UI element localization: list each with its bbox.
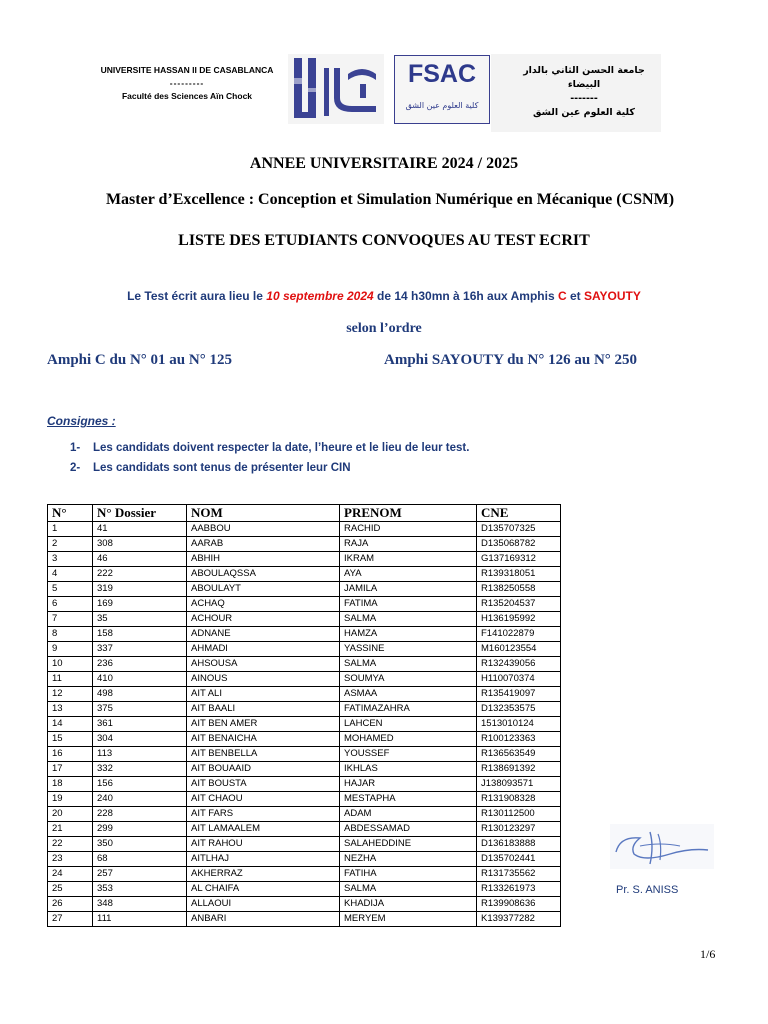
cell-cne: D135068782 <box>477 537 561 552</box>
cell-dossier: 308 <box>93 537 187 552</box>
cell-prenom: SALMA <box>340 612 477 627</box>
cell-nom: AHSOUSA <box>187 657 340 672</box>
cell-cne: R133261973 <box>477 882 561 897</box>
cell-number: 17 <box>48 762 93 777</box>
cell-prenom: YASSINE <box>340 642 477 657</box>
cell-dossier: 158 <box>93 627 187 642</box>
table-row <box>48 717 561 732</box>
university-name: UNIVERSITE HASSAN II DE CASABLANCA <box>100 65 274 75</box>
cell-prenom: IKRAM <box>340 552 477 567</box>
cell-prenom: MERYEM <box>340 912 477 927</box>
cell-cne: H110070374 <box>477 672 561 687</box>
test-info-text: Le Test écrit aura lieu le <box>127 289 267 303</box>
cell-cne: R139318051 <box>477 567 561 582</box>
cell-dossier: 257 <box>93 867 187 882</box>
cell-prenom: HAJAR <box>340 777 477 792</box>
cell-cne: G137169312 <box>477 552 561 567</box>
table-row <box>48 897 561 912</box>
cell-number: 20 <box>48 807 93 822</box>
cell-number: 7 <box>48 612 93 627</box>
fsac-logo-text: FSAC <box>407 60 477 88</box>
cell-prenom: HAMZA <box>340 627 477 642</box>
cell-dossier: 156 <box>93 777 187 792</box>
cell-number: 1 <box>48 522 93 537</box>
table-row <box>48 807 561 822</box>
cell-prenom: SOUMYA <box>340 672 477 687</box>
cell-number: 16 <box>48 747 93 762</box>
cell-nom: ABOULAQSSA <box>187 567 340 582</box>
table-row <box>48 837 561 852</box>
table-row <box>48 567 561 582</box>
cell-nom: ADNANE <box>187 627 340 642</box>
cell-nom: AL CHAIFA <box>187 882 340 897</box>
cell-dossier: 353 <box>93 882 187 897</box>
cell-prenom: IKHLAS <box>340 762 477 777</box>
cell-dossier: 41 <box>93 522 187 537</box>
instruction-item <box>70 462 351 474</box>
list-title: LISTE DES ETUDIANTS CONVOQUES AU TEST ECRIT <box>178 232 590 249</box>
cell-number: 24 <box>48 867 93 882</box>
cell-dossier: 410 <box>93 672 187 687</box>
cell-number: 5 <box>48 582 93 597</box>
cell-dossier: 236 <box>93 657 187 672</box>
instruction-number: 1- <box>70 442 81 454</box>
header-separator-ar: ------- <box>570 93 598 104</box>
header-cne: CNE <box>477 505 561 522</box>
cell-number: 23 <box>48 852 93 867</box>
cell-cne: R130112500 <box>477 807 561 822</box>
amphi-sayouty-label: SAYOUTY <box>583 289 641 303</box>
cell-nom: AIT BENBELLA <box>187 747 340 762</box>
cell-nom: ABHIH <box>187 552 340 567</box>
fsac-logo <box>394 55 490 124</box>
cell-dossier: 35 <box>93 612 187 627</box>
university-name-ar: جامعة الحسن الثاني بالدار البيضاء <box>523 65 645 90</box>
cell-dossier: 350 <box>93 837 187 852</box>
cell-number: 13 <box>48 702 93 717</box>
amphi-sayouty-range: Amphi SAYOUTY du N° 126 au N° 250 <box>384 352 638 368</box>
university-header-fr <box>96 64 278 103</box>
table-row <box>48 597 561 612</box>
cell-number: 26 <box>48 897 93 912</box>
cell-cne: R135204537 <box>477 597 561 612</box>
cell-prenom: RAJA <box>340 537 477 552</box>
cell-nom: AITLHAJ <box>187 852 340 867</box>
university-logo-icon <box>288 54 384 124</box>
header-number: N° <box>48 505 93 522</box>
cell-prenom: MESTAPHA <box>340 792 477 807</box>
fsac-logo-arabic: كلية العلوم عين الشق <box>405 101 479 110</box>
cell-cne: D135702441 <box>477 852 561 867</box>
cell-number: 3 <box>48 552 93 567</box>
cell-number: 27 <box>48 912 93 927</box>
cell-nom: ABOULAYT <box>187 582 340 597</box>
cell-prenom: MOHAMED <box>340 732 477 747</box>
table-row <box>48 687 561 702</box>
faculty-name-ar: كلية العلوم عين الشق <box>533 107 635 118</box>
table-row <box>48 852 561 867</box>
cell-nom: AIT FARS <box>187 807 340 822</box>
table-row <box>48 867 561 882</box>
header-nom: NOM <box>187 505 340 522</box>
cell-nom: AIT BENAICHA <box>187 732 340 747</box>
cell-prenom: ABDESSAMAD <box>340 822 477 837</box>
cell-cne: R131908328 <box>477 792 561 807</box>
cell-prenom: SALMA <box>340 657 477 672</box>
cell-cne: 1513010124 <box>477 717 561 732</box>
academic-year-title: ANNEE UNIVERSITAIRE 2024 / 2025 <box>249 155 519 172</box>
cell-dossier: 375 <box>93 702 187 717</box>
table-row <box>48 777 561 792</box>
amphi-c-range: Amphi C du N° 01 au N° 125 <box>47 352 232 368</box>
cell-number: 15 <box>48 732 93 747</box>
cell-cne: R100123363 <box>477 732 561 747</box>
cell-number: 12 <box>48 687 93 702</box>
signature-icon <box>610 824 714 869</box>
instruction-item <box>70 442 469 454</box>
cell-prenom: KHADIJA <box>340 897 477 912</box>
cell-cne: D135707325 <box>477 522 561 537</box>
cell-number: 14 <box>48 717 93 732</box>
cell-prenom: NEZHA <box>340 852 477 867</box>
header-dossier: N° Dossier <box>93 505 187 522</box>
cell-nom: AIT BOUSTA <box>187 777 340 792</box>
instruction-text: Les candidats doivent respecter la date, l’heure et le lieu de leur test. <box>93 442 470 454</box>
table-row <box>48 912 561 927</box>
table-row <box>48 732 561 747</box>
table-row <box>48 882 561 897</box>
cell-nom: AIT RAHOU <box>187 837 340 852</box>
cell-number: 11 <box>48 672 93 687</box>
cell-prenom: FATIMA <box>340 597 477 612</box>
cell-dossier: 240 <box>93 792 187 807</box>
cell-number: 4 <box>48 567 93 582</box>
table-row <box>48 627 561 642</box>
signatory-name: Pr. S. ANISS <box>616 884 679 896</box>
cell-number: 10 <box>48 657 93 672</box>
table-row <box>48 522 561 537</box>
table-row <box>48 762 561 777</box>
cell-dossier: 498 <box>93 687 187 702</box>
cell-dossier: 222 <box>93 567 187 582</box>
cell-dossier: 46 <box>93 552 187 567</box>
cell-nom: ANBARI <box>187 912 340 927</box>
cell-number: 25 <box>48 882 93 897</box>
table-header-row <box>48 505 561 522</box>
cell-prenom: ASMAA <box>340 687 477 702</box>
test-time: de 14 h30mn à 16h aux Amphis <box>373 289 558 303</box>
conjunction: et <box>566 289 584 303</box>
cell-prenom: JAMILA <box>340 582 477 597</box>
cell-nom: ACHAQ <box>187 597 340 612</box>
cell-number: 21 <box>48 822 93 837</box>
cell-cne: R135419097 <box>477 687 561 702</box>
cell-cne: R138250558 <box>477 582 561 597</box>
cell-number: 22 <box>48 837 93 852</box>
cell-nom: AIT ALI <box>187 687 340 702</box>
cell-number: 8 <box>48 627 93 642</box>
cell-prenom: FATIMAZAHRA <box>340 702 477 717</box>
table-row <box>48 612 561 627</box>
cell-number: 6 <box>48 597 93 612</box>
cell-number: 19 <box>48 792 93 807</box>
cell-cne: R139908636 <box>477 897 561 912</box>
cell-dossier: 337 <box>93 642 187 657</box>
cell-cne: F141022879 <box>477 627 561 642</box>
table-row <box>48 672 561 687</box>
cell-nom: AIT BAALI <box>187 702 340 717</box>
master-title: Master d’Excellence : Conception et Simulation Numérique en Mécanique (CSNM) <box>105 191 675 208</box>
cell-nom: AHMADI <box>187 642 340 657</box>
cell-dossier: 361 <box>93 717 187 732</box>
cell-nom: AIT LAMAALEM <box>187 822 340 837</box>
cell-nom: ACHOUR <box>187 612 340 627</box>
university-header-ar <box>506 64 662 120</box>
instruction-text: Les candidats sont tenus de présenter leur CIN <box>93 462 351 474</box>
cell-nom: AABBOU <box>187 522 340 537</box>
cell-dossier: 348 <box>93 897 187 912</box>
cell-prenom: LAHCEN <box>340 717 477 732</box>
cell-prenom: SALAHEDDINE <box>340 837 477 852</box>
cell-cne: R136563549 <box>477 747 561 762</box>
cell-cne: K139377282 <box>477 912 561 927</box>
amphi-c-label: C <box>557 289 567 303</box>
cell-number: 9 <box>48 642 93 657</box>
header-prenom: PRENOM <box>340 505 477 522</box>
table-row <box>48 657 561 672</box>
cell-cne: R131735562 <box>477 867 561 882</box>
faculty-name: Faculté des Sciences Aïn Chock <box>121 91 253 101</box>
cell-number: 18 <box>48 777 93 792</box>
cell-prenom: AYA <box>340 567 477 582</box>
cell-prenom: SALMA <box>340 882 477 897</box>
cell-dossier: 299 <box>93 822 187 837</box>
cell-nom: AIT CHAOU <box>187 792 340 807</box>
table-row <box>48 582 561 597</box>
cell-nom: AIT BOUAAID <box>187 762 340 777</box>
cell-nom: AKHERRAZ <box>187 867 340 882</box>
cell-nom: ALLAOUI <box>187 897 340 912</box>
cell-dossier: 111 <box>93 912 187 927</box>
cell-cne: J138093571 <box>477 777 561 792</box>
cell-dossier: 319 <box>93 582 187 597</box>
table-row <box>48 537 561 552</box>
cell-cne: H136195992 <box>477 612 561 627</box>
cell-nom: AIT BEN AMER <box>187 717 340 732</box>
page-number: 1/6 <box>700 947 716 961</box>
table-row <box>48 642 561 657</box>
table-row <box>48 552 561 567</box>
cell-nom: AINOUS <box>187 672 340 687</box>
cell-cne: M160123554 <box>477 642 561 657</box>
test-info <box>0 289 768 303</box>
cell-nom: AARAB <box>187 537 340 552</box>
instruction-number: 2- <box>70 462 81 474</box>
table-row <box>48 792 561 807</box>
cell-dossier: 332 <box>93 762 187 777</box>
cell-dossier: 304 <box>93 732 187 747</box>
cell-dossier: 228 <box>93 807 187 822</box>
instructions-title: Consignes : <box>47 414 116 428</box>
cell-cne: R138691392 <box>477 762 561 777</box>
cell-cne: R132439056 <box>477 657 561 672</box>
table-row <box>48 702 561 717</box>
students-table <box>47 504 561 927</box>
cell-dossier: 169 <box>93 597 187 612</box>
cell-cne: D132353575 <box>477 702 561 717</box>
cell-prenom: FATIHA <box>340 867 477 882</box>
cell-prenom: ADAM <box>340 807 477 822</box>
cell-dossier: 113 <box>93 747 187 762</box>
cell-prenom: RACHID <box>340 522 477 537</box>
cell-prenom: YOUSSEF <box>340 747 477 762</box>
table-row <box>48 747 561 762</box>
cell-dossier: 68 <box>93 852 187 867</box>
header-separator: --------- <box>169 78 205 88</box>
cell-number: 2 <box>48 537 93 552</box>
table-row <box>48 822 561 837</box>
cell-cne: D136183888 <box>477 837 561 852</box>
cell-cne: R130123297 <box>477 822 561 837</box>
test-date: 10 septembre 2024 <box>266 289 374 303</box>
order-note: selon l’ordre <box>346 321 422 336</box>
